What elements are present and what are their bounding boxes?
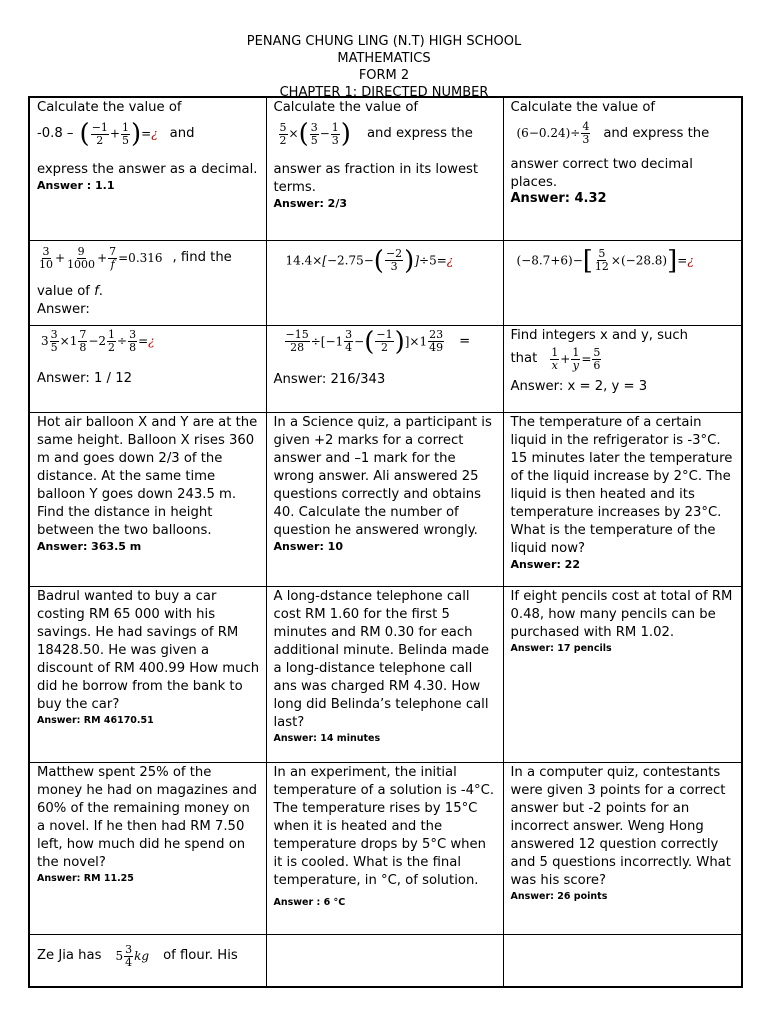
expression-4: $\frac{3}{10}$ + $\frac{9}{1000}$ + $\frac{7}{f}$ =0.316 [39,244,163,271]
question-cell-11: In a Science quiz, a participant is given +2 marks for a correct answer and –1 mark for the wrong answer. Ali answered 25 questions correctly and obtains 40. Calculate the number of question he answered wrongly. Answer: 10 [266,412,503,586]
question-cell-6 [503,240,742,325]
answer-1: Answer : 1.1 [37,179,115,192]
question-cell-7 [29,325,266,412]
question-cell-4: $\frac{3}{10}$ + $\frac{9}{1000}$ + $\frac{7}{f}$ =0.316 , find the value of f. Answer: [29,240,266,325]
question-grid [28,96,743,988]
answer-2: Answer: 2/3 [273,197,347,210]
expression-5: 14.4×[−2.75−( $\frac{-2}{3}$ )]÷5=¿ [285,245,454,276]
answer-9: Answer: x = 2, y = 3 [510,378,648,394]
answer-13: Answer: RM 46170.51 [37,714,154,726]
question-cell-2: Calculate the value of $\frac{5}{2}$ ×( $\frac{3}{5}$ − $\frac{1}{3}$ ) and express the answer as fraction in its lowest terms. Answer: 2/3 [266,97,503,240]
document-header [0,33,768,101]
expression-2: $\frac{5}{2}$ ×( $\frac{3}{5}$ − $\frac{1}{3}$ ) [279,119,351,149]
expression-9: $\frac{1}{x}$ + $\frac{1}{y}$ = $\frac{5}{6}$ [551,345,601,372]
chapter-title: CHAPTER 1: DIRECTED NUMBER [279,85,489,100]
answer-16: Answer: RM 11.25 [37,872,134,884]
answer-8: Answer: 216/343 [273,371,386,387]
expression-1: ( $\frac{-1}{2}$ + $\frac{1}{5}$ )=¿ [79,119,158,149]
expression-7: 3 $\frac{3}{5}$ ×1 $\frac{7}{8}$ −2 $\frac{1}{2}$ ÷ $\frac{3}{8}$ =¿ [41,327,155,354]
answer-12: Answer: 22 [510,557,580,571]
question-cell-19: Ze Jia has 5 $\frac{3}{4}$ kg of flour. His [29,934,266,987]
expression-8: $\frac{-15}{28}$ ÷[−1 $\frac{3}{4}$ −( $\frac{-1}{2}$ )]×1 $\frac{23}{49}$ [285,326,444,357]
answer-4: Answer: [37,301,90,317]
empty-cell-20 [266,934,503,987]
expression-3: (6−0.24)÷ $\frac{4}{3}$ [516,120,590,146]
school-name: PENANG CHUNG LING (N.T) HIGH SCHOOL [246,34,522,49]
answer-15: Answer: 17 pencils [510,642,612,654]
question-cell-16: Matthew spent 25% of the money he had on magazines and 60% of the remaining money on a novel. If he then had RM 7.50 left, how much did he spend on the novel? Answer: RM 11.25 [29,762,266,934]
question-cell-14: A long-dstance telephone call cost RM 1.60 for the first 5 minutes and RM 0.30 for each additional minute. Belinda made a long-distance telephone call ans was charged RM 4.30. How long did Belinda’s telephone call last? Answer: 14 minutes [266,586,503,762]
question-cell-8: $\frac{-15}{28}$ ÷[−1 $\frac{3}{4}$ −( $\frac{-1}{2}$ )]×1 $\frac{23}{49}$ = Answer: 216/343 [266,325,503,412]
answer-18: Answer: 26 points [510,890,608,902]
question-cell-1: Calculate the value of -0.8 – ( $\frac{-1}{2}$ + $\frac{1}{5}$ )=¿ and express the answer as a decimal. Answer : 1.1 [29,97,266,240]
expression-6: (−8.7+6)−[ $\frac{5}{12}$ ×(−28.8)]=¿ [516,245,694,276]
question-cell-15: If eight pencils cost at total of RM 0.48, how many pencils can be purchased with RM 1.02. Answer: 17 pencils [503,586,742,762]
question-cell-12: The temperature of a certain liquid in the refrigerator is -3°C. 15 minutes later the temperature of the liquid increase by 2°C. The liquid is then heated and its temperature increases by 23°C. What is the temperature of the liquid now? Answer: 22 [503,412,742,586]
question-cell-13: Badrul wanted to buy a car costing RM 65 000 with his savings. He had savings of RM 18428.50. He was given a discount of RM 400.99 How much did he borrow from the bank to buy the car? Answer: RM 46170.51 [29,586,266,762]
form-level: FORM 2 [358,68,410,83]
question-cell-3: Calculate the value of (6−0.24)÷ $\frac{4}{3}$ and express the answer correct two decimal places. Answer: 4.32 [503,97,742,240]
answer-10: Answer: 363.5 m [37,539,142,553]
answer-3: Answer: 4.32 [510,191,607,206]
question-cell-18: In a computer quiz, contestants were given 3 points for a correct answer but -2 points for an incorrect answer. Weng Hong answered 12 question correctly and 5 questions incorrectly. What was his score? Answer: 26 points [503,762,742,934]
subject-title: MATHEMATICS [337,51,431,66]
answer-14: Answer: 14 minutes [273,732,381,744]
answer-7: Answer: 1 / 12 [37,370,132,386]
question-cell-17: In an experiment, the initial temperature of a solution is -4°C. The temperature rises by 15°C when it is heated and the temperature drops by 5°C when it is cooled. What is the final temperature, in °C, of solution. Answer : 6 °C [266,762,503,934]
answer-17: Answer : 6 °C [273,896,346,908]
empty-cell-21 [503,934,742,987]
expression-19: 5 $\frac{3}{4}$ kg [115,942,150,969]
answer-11: Answer: 10 [273,539,343,553]
question-cell-5 [266,240,503,325]
question-cell-10: Hot air balloon X and Y are at the same height. Balloon X rises 360 m and goes down 2/3 of the distance. At the same time balloon Y goes down 243.5 m. Find the distance in height between the two balloons. Answer: 363.5 m [29,412,266,586]
question-cell-9: Find integers x and y, such that $\frac{1}{x}$ + $\frac{1}{y}$ = $\frac{5}{6}$ Answer: x = 2, y = 3 [503,325,742,412]
